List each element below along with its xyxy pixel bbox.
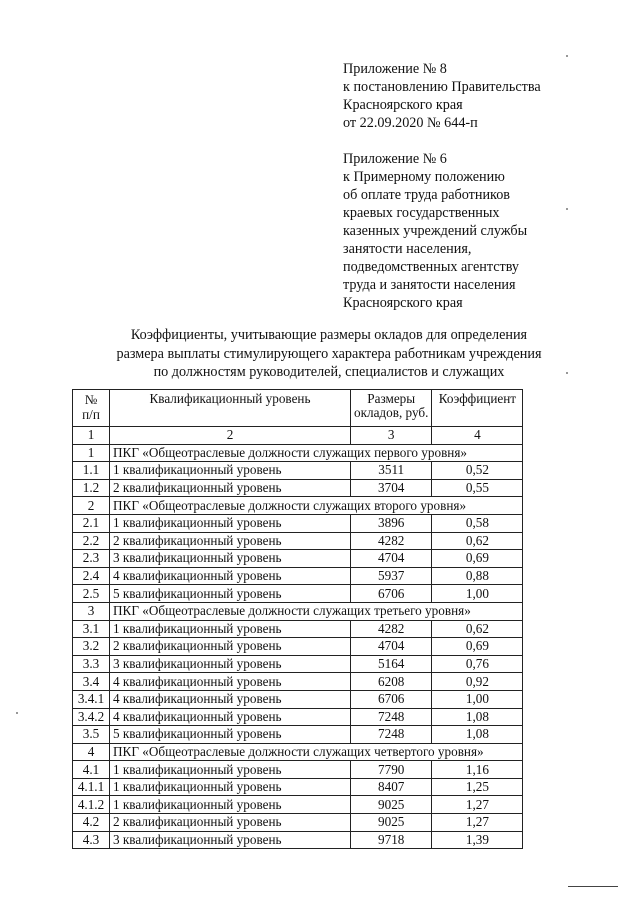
coef-cell: 1,00 — [432, 585, 523, 603]
salary-cell: 5164 — [351, 655, 432, 673]
level-cell: 4 квалификационный уровень — [110, 708, 351, 726]
salary-cell: 9718 — [351, 831, 432, 849]
row-number: 2.3 — [73, 550, 110, 568]
salary-cell: 9025 — [351, 796, 432, 814]
table-row — [73, 761, 523, 779]
group-row — [73, 602, 523, 620]
row-number: 4.3 — [73, 831, 110, 849]
row-number: 4 — [73, 743, 110, 761]
level-cell: 1 квалификационный уровень — [110, 462, 351, 480]
group-title: ПКГ «Общеотраслевые должности служащих первого уровня» — [110, 444, 523, 462]
table-row — [73, 726, 523, 744]
column-number: 1 — [73, 427, 110, 445]
table-row — [73, 462, 523, 480]
column-number: 2 — [110, 427, 351, 445]
coef-cell: 0,88 — [432, 567, 523, 585]
appendix-line: занятости населения, — [343, 241, 472, 257]
header-salary-line: окладов, руб. — [354, 405, 429, 420]
table-row — [73, 708, 523, 726]
table-row — [73, 567, 523, 585]
table-row — [73, 778, 523, 796]
table-body — [73, 390, 523, 849]
header-num — [73, 390, 110, 427]
level-cell: 2 квалификационный уровень — [110, 479, 351, 497]
table-row — [73, 585, 523, 603]
salary-cell: 3511 — [351, 462, 432, 480]
appendix-line: краевых государственных — [343, 205, 500, 221]
row-number: 2.1 — [73, 514, 110, 532]
coef-cell: 0,62 — [432, 620, 523, 638]
level-cell: 3 квалификационный уровень — [110, 831, 351, 849]
coef-cell: 1,27 — [432, 796, 523, 814]
table-row — [73, 638, 523, 656]
appendix-line: Приложение № 8 — [343, 61, 447, 77]
header-coef: Коэффициент — [432, 390, 523, 427]
level-cell: 3 квалификационный уровень — [110, 550, 351, 568]
table-row — [73, 532, 523, 550]
level-cell: 4 квалификационный уровень — [110, 690, 351, 708]
coef-cell: 0,69 — [432, 550, 523, 568]
row-number: 4.2 — [73, 814, 110, 832]
title-line: по должностям руководителей, специалистов и служащих — [153, 364, 505, 380]
coef-cell: 1,27 — [432, 814, 523, 832]
coef-cell: 0,92 — [432, 673, 523, 691]
header-num-line: № — [84, 392, 98, 407]
scan-speck — [566, 372, 568, 374]
salary-cell: 7790 — [351, 761, 432, 779]
coef-cell: 1,16 — [432, 761, 523, 779]
coef-cell: 1,39 — [432, 831, 523, 849]
appendix-line: к Примерному положению — [343, 169, 505, 185]
coef-cell: 1,25 — [432, 778, 523, 796]
row-number: 1.1 — [73, 462, 110, 480]
level-cell: 1 квалификационный уровень — [110, 778, 351, 796]
coefficients-table — [72, 389, 523, 849]
appendix-line: об оплате труда работников — [343, 187, 511, 203]
row-number: 2.5 — [73, 585, 110, 603]
table-row — [73, 655, 523, 673]
salary-cell: 4282 — [351, 620, 432, 638]
table-row — [73, 620, 523, 638]
salary-cell: 7248 — [351, 726, 432, 744]
salary-cell: 6706 — [351, 585, 432, 603]
row-number: 3.2 — [73, 638, 110, 656]
level-cell: 1 квалификационный уровень — [110, 761, 351, 779]
level-cell: 4 квалификационный уровень — [110, 673, 351, 691]
header-salary — [351, 390, 432, 427]
level-cell: 3 квалификационный уровень — [110, 655, 351, 673]
salary-cell: 9025 — [351, 814, 432, 832]
group-row — [73, 743, 523, 761]
table-row — [73, 514, 523, 532]
column-number-row — [73, 427, 523, 445]
column-number: 4 — [432, 427, 523, 445]
title-line: размера выплаты стимулирующего характера работникам учреждения — [116, 345, 542, 362]
appendix-line: подведомственных агентству — [343, 259, 520, 275]
table-row — [73, 814, 523, 832]
header-num-line: п/п — [82, 407, 100, 422]
level-cell: 2 квалификационный уровень — [110, 638, 351, 656]
row-number: 3 — [73, 602, 110, 620]
salary-cell: 4704 — [351, 550, 432, 568]
row-number: 3.5 — [73, 726, 110, 744]
level-cell: 2 квалификационный уровень — [110, 814, 351, 832]
coef-cell: 0,76 — [432, 655, 523, 673]
level-cell: 2 квалификационный уровень — [110, 532, 351, 550]
group-row — [73, 444, 523, 462]
row-number: 3.1 — [73, 620, 110, 638]
appendix-line: Приложение № 6 — [343, 151, 447, 167]
salary-cell: 6706 — [351, 690, 432, 708]
scan-speck — [566, 55, 568, 57]
row-number: 4.1.2 — [73, 796, 110, 814]
table-row — [73, 479, 523, 497]
appendix-line: к постановлению Правительства — [343, 79, 541, 95]
column-number: 3 — [351, 427, 432, 445]
coef-cell: 1,08 — [432, 708, 523, 726]
table-row — [73, 831, 523, 849]
salary-cell: 5937 — [351, 567, 432, 585]
document-title — [60, 326, 598, 382]
row-number: 3.4.2 — [73, 708, 110, 726]
coef-cell: 0,55 — [432, 479, 523, 497]
coef-cell: 0,52 — [432, 462, 523, 480]
row-number: 4.1.1 — [73, 778, 110, 796]
group-title: ПКГ «Общеотраслевые должности служащих четвертого уровня» — [110, 743, 523, 761]
coef-cell: 0,69 — [432, 638, 523, 656]
title-line: Коэффициенты, учитывающие размеры окладов для определения — [130, 327, 528, 343]
row-number: 3.3 — [73, 655, 110, 673]
coef-cell: 1,00 — [432, 690, 523, 708]
group-title: ПКГ «Общеотраслевые должности служащих третьего уровня» — [110, 602, 523, 620]
row-number: 2.4 — [73, 567, 110, 585]
salary-cell: 7248 — [351, 708, 432, 726]
salary-cell: 8407 — [351, 778, 432, 796]
level-cell: 1 квалификационный уровень — [110, 620, 351, 638]
table-row — [73, 673, 523, 691]
appendix-line: труда и занятости населения — [343, 277, 516, 293]
appendix-6-reference — [343, 150, 603, 312]
coef-cell: 0,58 — [432, 514, 523, 532]
coef-cell: 1,08 — [432, 726, 523, 744]
appendix-line: казенных учреждений службы — [343, 223, 528, 239]
row-number: 3.4.1 — [73, 690, 110, 708]
salary-cell: 4704 — [351, 638, 432, 656]
level-cell: 5 квалификационный уровень — [110, 585, 351, 603]
table-row — [73, 796, 523, 814]
table-row — [73, 690, 523, 708]
row-number: 1.2 — [73, 479, 110, 497]
row-number: 2.2 — [73, 532, 110, 550]
appendix-line: от 22.09.2020 № 644-п — [343, 115, 478, 131]
level-cell: 5 квалификационный уровень — [110, 726, 351, 744]
salary-cell: 4282 — [351, 532, 432, 550]
header-salary-line: Размеры — [367, 391, 416, 406]
group-row — [73, 497, 523, 515]
coef-cell: 0,62 — [432, 532, 523, 550]
level-cell: 4 квалификационный уровень — [110, 567, 351, 585]
scan-speck — [566, 208, 568, 210]
table-row — [73, 550, 523, 568]
table-header-row — [73, 390, 523, 427]
salary-cell: 3704 — [351, 479, 432, 497]
row-number: 1 — [73, 444, 110, 462]
scan-speck — [16, 712, 18, 714]
row-number: 3.4 — [73, 673, 110, 691]
appendix-block — [343, 60, 603, 312]
header-level: Квалификационный уровень — [110, 390, 351, 427]
salary-cell: 6208 — [351, 673, 432, 691]
group-title: ПКГ «Общеотраслевые должности служащих второго уровня» — [110, 497, 523, 515]
appendix-line: Красноярского края — [343, 97, 463, 113]
row-number: 4.1 — [73, 761, 110, 779]
salary-cell: 3896 — [351, 514, 432, 532]
appendix-line: Красноярского края — [343, 295, 463, 311]
row-number: 2 — [73, 497, 110, 515]
scan-footer-line — [568, 886, 618, 887]
level-cell: 1 квалификационный уровень — [110, 514, 351, 532]
level-cell: 1 квалификационный уровень — [110, 796, 351, 814]
appendix-8-reference — [343, 60, 603, 132]
